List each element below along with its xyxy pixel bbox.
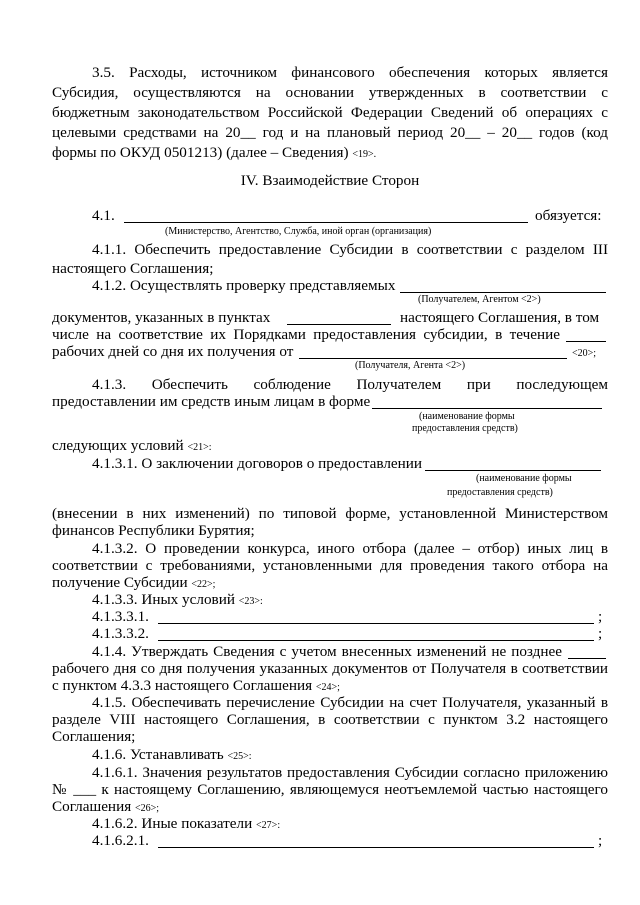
p412-caption2: (Получателя, Агента <2>) [355, 360, 466, 371]
p4131-line2: (внесении в них изменений) по типовой форме, установленной Министерством [52, 505, 608, 522]
footnote-ref-22: <22>; [191, 579, 216, 590]
p4133-item1-semicolon: ; [598, 608, 603, 625]
p4133-item2-blank[interactable] [158, 640, 594, 641]
p412-blank-days[interactable] [566, 341, 606, 342]
p412-line3: числе на соответствие их Порядками предоставления субсидии, в течение [52, 326, 560, 343]
p412-blank-points[interactable] [287, 324, 391, 325]
footnote-ref-26: <26>; [134, 803, 160, 814]
footnote-ref-25: <25>: [227, 751, 252, 762]
p416-line1-text: 4.1.6. Устанавливать [92, 746, 228, 763]
p4162-item1-semicolon: ; [598, 832, 603, 849]
p35-line4: целевыми средствами на 20__ год и на плановый период 20__ – 20__ годов (код [52, 124, 608, 141]
p4131-caption2: предоставления средств) [447, 487, 553, 498]
p4133-item2-label: 4.1.3.3.2. [92, 625, 149, 642]
p41-blank-line[interactable] [124, 222, 528, 223]
p414-line2: рабочего дня со дня получения указанных документов от Получателя в соответствии [52, 660, 608, 677]
p413-blank-form[interactable] [372, 408, 602, 409]
p41-number: 4.1. [92, 207, 115, 224]
footnote-ref-24: <24>; [315, 682, 340, 693]
p412-line1: 4.1.2. Осуществлять проверку представляемых [92, 277, 396, 294]
p414-line3-text: с пунктом 4.3.3 настоящего Соглашения [52, 677, 316, 694]
p415-line3: Соглашения; [52, 728, 136, 745]
p413-line1: 4.1.3. Обеспечить соблюдение Получателем при последующем [92, 376, 608, 393]
p413-caption2: предоставления средств) [412, 423, 518, 434]
p4131-blank-form[interactable] [425, 470, 601, 471]
p416-line1 [92, 746, 252, 766]
footnote-ref-27: <27>: [256, 820, 281, 831]
p4132-line1: 4.1.3.2. О проведении конкурса, иного отбора (далее – отбор) иных лиц в [92, 540, 608, 557]
section-title: IV. Взаимодействие Сторон [240, 172, 420, 189]
p4162-item1-blank[interactable] [158, 847, 594, 848]
p4133-item1-blank[interactable] [158, 623, 594, 624]
p4161-line3-text: Соглашения [52, 798, 135, 815]
footnote-ref-23: <23>: [238, 596, 263, 607]
p412-line4a: рабочих дней со дня их получения от [52, 343, 294, 360]
p4131-line3: финансов Республики Бурятия; [52, 522, 255, 539]
p41-caption: (Министерство, Агентство, Служба, иной орган (организация) [165, 226, 432, 237]
p35-line5 [52, 144, 376, 164]
p412-caption1: (Получателем, Агентом <2>) [418, 294, 541, 305]
p4132-line2: соответствии с требованиями, установленными для проведения такого отбора на [52, 557, 608, 574]
p413-line3-text: следующих условий [52, 437, 188, 454]
p412-line2a: документов, указанных в пунктах [52, 309, 271, 326]
footnote-ref-19: <19>. [352, 149, 377, 160]
p412-blank-from[interactable] [299, 358, 567, 359]
p35-line5-text: формы по ОКУД 0501213) (далее – Сведения) [52, 144, 353, 161]
p413-caption1: (наименование формы [419, 411, 515, 422]
p413-line3 [52, 437, 212, 457]
p4133-line1-text: 4.1.3.3. Иных условий [92, 591, 239, 608]
p412-line4b [572, 343, 596, 363]
p415-line1: 4.1.5. Обеспечивать перечисление Субсидии на счет Получателя, указанный в [92, 694, 608, 711]
p413-line2: предоставлении им средств иным лицам в форме [52, 393, 371, 410]
p415-line2: разделе VIII настоящего Соглашения, в соответствии с пунктом 3.2 настоящего [52, 711, 608, 728]
p4133-item2-semicolon: ; [598, 625, 603, 642]
p4133-item1-label: 4.1.3.3.1. [92, 608, 149, 625]
p4161-line1: 4.1.6.1. Значения результатов предоставления Субсидии согласно приложению [92, 764, 608, 781]
p4131-caption1: (наименование формы [476, 473, 572, 484]
p4162-item1-label: 4.1.6.2.1. [92, 832, 149, 849]
footnote-ref-21: <21>: [187, 442, 212, 453]
p4132-line3-text: получение Субсидии [52, 574, 192, 591]
p4161-line2: № ___ к настоящему Соглашению, являющемуся неотъемлемой частью настоящего [52, 781, 608, 798]
p411-line2: настоящего Соглашения; [52, 260, 214, 277]
p4131-line1: 4.1.3.1. О заключении договоров о предоставлении [92, 455, 423, 472]
p35-line3: бюджетным законодательством Российской Федерации Сведений об операциях с [52, 104, 608, 121]
p414-line1: 4.1.4. Утверждать Сведения с учетом внесенных изменений не позднее [92, 643, 562, 660]
p412-blank-recipient[interactable] [400, 292, 606, 293]
p4162-line1-text: 4.1.6.2. Иные показатели [92, 815, 257, 832]
footnote-ref-20: <20>; [572, 348, 597, 359]
p414-blank-days[interactable] [568, 658, 606, 659]
p41-tail: обязуется: [535, 207, 602, 224]
p35-line2: Субсидия, осуществляются на основании утвержденных в соответствии с [52, 84, 608, 101]
p35-line1: 3.5. Расходы, источником финансового обеспечения которых является [92, 64, 608, 81]
p412-line2b: настоящего Соглашения, в том [400, 309, 600, 326]
p411-line1: 4.1.1. Обеспечить предоставление Субсидии в соответствии с разделом III [92, 241, 608, 258]
